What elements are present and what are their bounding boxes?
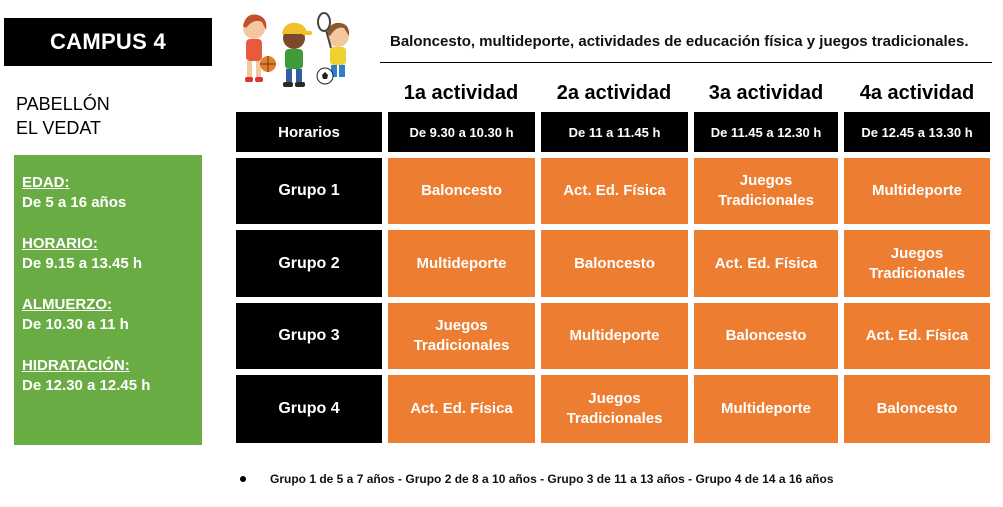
activity-cell: Baloncesto <box>541 230 688 297</box>
info-age <box>22 173 194 213</box>
activity-header-2: 2a actividad <box>556 82 672 104</box>
group-label: Grupo 1 <box>236 158 382 224</box>
activity-cell: Act. Ed. Física <box>694 230 838 297</box>
activity-cell: Juegos Tradicionales <box>844 230 990 297</box>
group-label: Grupo 2 <box>236 230 382 297</box>
venue-line-2: EL VEDAT <box>16 118 102 138</box>
activity-cell: Juegos Tradicionales <box>388 303 535 369</box>
activity-cell: Baloncesto <box>844 375 990 443</box>
group-label: Grupo 3 <box>236 303 382 369</box>
info-schedule <box>22 234 194 274</box>
info-label: EDAD: <box>22 174 70 191</box>
time-slot-3: De 11.45 a 12.30 h <box>694 112 838 152</box>
kids-playing-sports-icon <box>232 6 372 90</box>
group-ages-text: Grupo 1 de 5 a 7 años - Grupo 2 de 8 a 10 años - Grupo 3 de 11 a 13 años - Grupo 4 de 14 a 16 años <box>270 472 834 486</box>
info-label: ALMUERZO: <box>22 296 112 313</box>
activity-header-1: 1a actividad <box>403 82 519 104</box>
activity-cell: Multideporte <box>388 230 535 297</box>
activity-cell: Act. Ed. Física <box>541 158 688 224</box>
campus-title: CAMPUS 4 <box>4 18 212 66</box>
info-value: De 10.30 a 11 h <box>22 316 129 333</box>
time-slot-2: De 11 a 11.45 h <box>541 112 688 152</box>
venue-line-1: PABELLÓN <box>16 94 110 114</box>
subtitle-divider <box>380 62 992 63</box>
activity-cell: Act. Ed. Física <box>388 375 535 443</box>
activity-cell: Juegos Tradicionales <box>541 375 688 443</box>
activity-cell: Act. Ed. Física <box>844 303 990 369</box>
info-value: De 12.30 a 12.45 h <box>22 377 151 394</box>
activity-cell: Juegos Tradicionales <box>694 158 838 224</box>
venue-name <box>16 92 110 140</box>
group-ages-note <box>240 472 834 486</box>
activity-cell: Baloncesto <box>694 303 838 369</box>
activity-header-4: 4a actividad <box>859 82 975 104</box>
time-slot-4: De 12.45 a 13.30 h <box>844 112 990 152</box>
bullet-icon <box>240 476 246 482</box>
info-hydration <box>22 356 194 396</box>
info-value: De 9.15 a 13.45 h <box>22 255 143 272</box>
activity-cell: Baloncesto <box>388 158 535 224</box>
info-label: HIDRATACIÓN: <box>22 357 130 374</box>
activity-cell: Multideporte <box>541 303 688 369</box>
activity-cell: Multideporte <box>844 158 990 224</box>
info-label: HORARIO: <box>22 235 98 252</box>
times-row-label: Horarios <box>236 112 382 152</box>
time-slot-1: De 9.30 a 10.30 h <box>388 112 535 152</box>
activity-header-3: 3a actividad <box>708 82 824 104</box>
info-lunch <box>22 295 194 335</box>
group-label: Grupo 4 <box>236 375 382 443</box>
campus-subtitle: Baloncesto, multideporte, actividades de educación física y juegos tradicionales. <box>390 33 969 50</box>
info-value: De 5 a 16 años <box>22 194 127 211</box>
info-panel <box>14 155 202 445</box>
activity-cell: Multideporte <box>694 375 838 443</box>
